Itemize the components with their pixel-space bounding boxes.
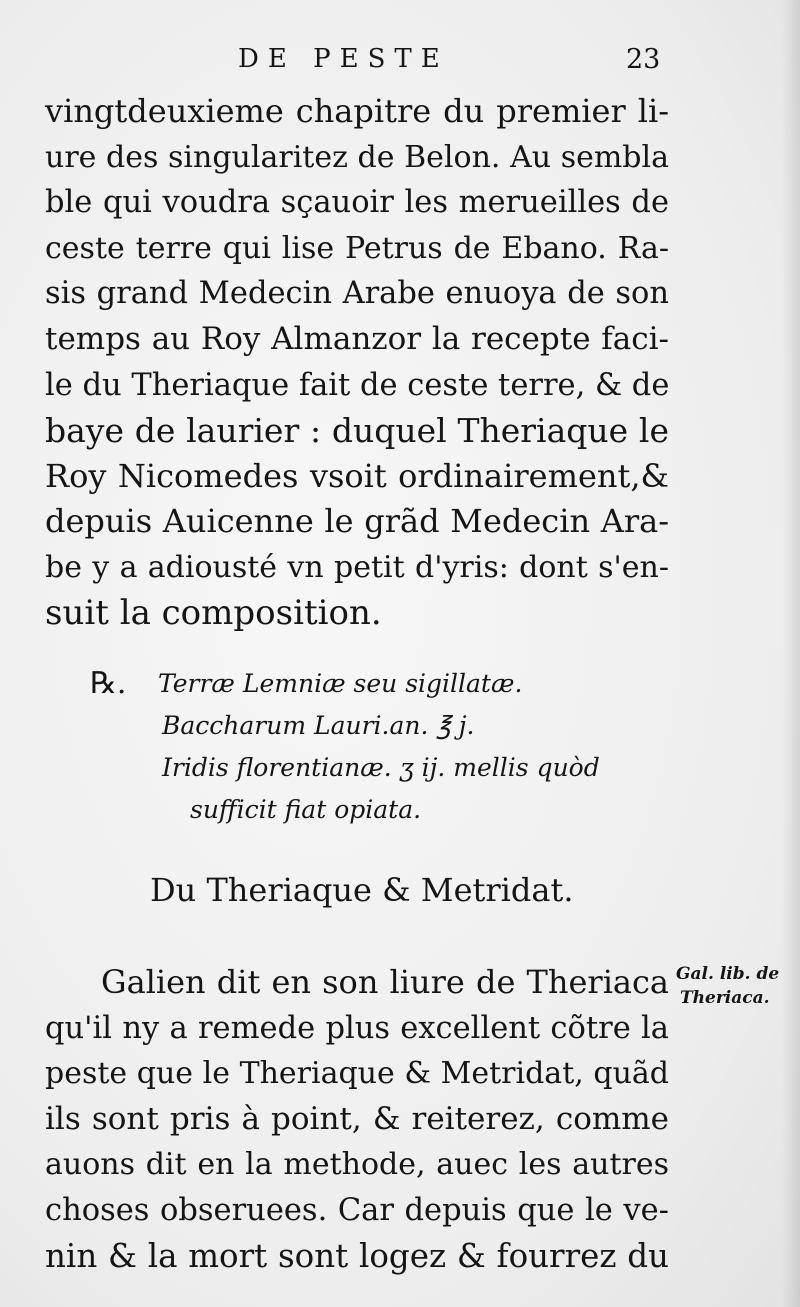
page-header [0, 44, 800, 84]
text-line: choses obseruees. Car depuis que le ve- [45, 1192, 669, 1228]
marginal-note-line: Gal. lib. de [676, 964, 780, 984]
recipe-block [90, 663, 670, 831]
marginal-note [676, 962, 779, 1010]
text-line: baye de laurier : duquel Theriaque le [45, 411, 669, 451]
recipe-line [90, 747, 670, 789]
text-line: Galien dit en son liure de Theriaca [101, 963, 669, 1001]
page-number: 23 [626, 44, 661, 75]
text-line: sis grand Medecin Arabe enuoya de son [45, 276, 669, 312]
text-line: le du Theriaque fait de ceste terre, & de [45, 367, 670, 403]
text-line: ure des singularitez de Belon. Au sembla [45, 139, 669, 175]
text-line: depuis Auicenne le grãd Medecin Ara- [45, 502, 669, 541]
text-line: ils sont pris à point, & reiterez, comme [45, 1100, 669, 1137]
running-head: DE PESTE [238, 44, 449, 74]
marginal-note-line: Theriaca. [680, 988, 770, 1008]
text-line: Roy Nicomedes vsoit ordinairement,& [45, 456, 669, 495]
paragraph-1 [45, 89, 669, 636]
text-line: qu'il ny a remede plus excellent cõtre la [45, 1010, 669, 1046]
recipe-text: Baccharum Lauri.an. ℥ j. [162, 711, 475, 740]
recipe-line [90, 663, 670, 705]
text-line: be y a adiousté vn petit d'yris: dont s'en- [45, 549, 669, 585]
text-line: nin & la mort sont logez & fourrez du [45, 1236, 669, 1275]
text-line: peste que le Theriaque & Metridat, quãd [45, 1056, 669, 1092]
recipe-text: Terræ Lemniæ seu sigillatæ. [158, 669, 523, 698]
recipe-line [90, 789, 670, 831]
recipe-text: sufficit fiat opiata. [190, 795, 422, 824]
text-line: vingtdeuxieme chapitre du premier li- [45, 92, 669, 130]
recipe-line [90, 705, 670, 747]
recipe-text: Iridis florentianæ. ʒ ij. mellis quòd [162, 753, 600, 782]
text-line: ceste terre qui lise Petrus de Ebano. Ra- [45, 230, 669, 266]
recipe-symbol: ℞. [90, 666, 127, 701]
text-line: auons dit en la methode, auec les autres [45, 1147, 669, 1183]
page-edge-shadow [782, 0, 800, 1307]
text-line: suit la composition. [45, 592, 382, 633]
section-heading: Du Theriaque & Metridat. [150, 871, 574, 909]
text-line: ble qui voudra sçauoir les merueilles de [45, 185, 669, 221]
text-line: temps au Roy Almanzor la recepte faci- [45, 320, 669, 357]
paragraph-2 [45, 960, 669, 1279]
